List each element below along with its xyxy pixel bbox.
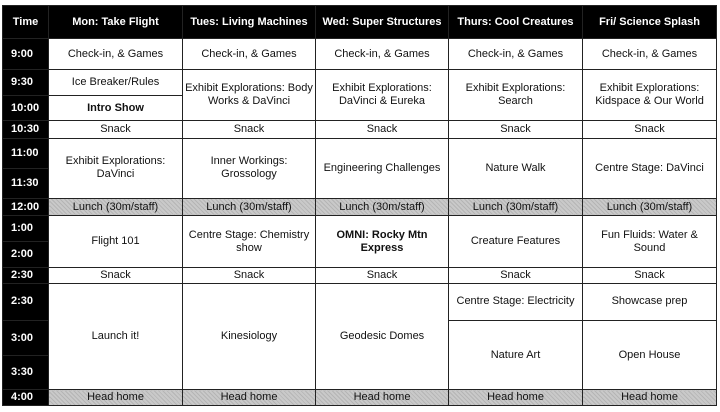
fri-exhibit-1: Exhibit Explorations: Kidspace & Our World	[583, 70, 717, 121]
thu-electricity: Centre Stage: Electricity	[449, 283, 583, 320]
tue-lunch: Lunch (30m/staff)	[183, 198, 316, 216]
header-thu: Thurs: Cool Creatures	[449, 6, 583, 39]
time-0930: 9:30	[3, 70, 49, 96]
wed-snack-pm: Snack	[316, 268, 449, 284]
time-1130: 11:30	[3, 168, 49, 198]
mon-snack-am: Snack	[49, 121, 183, 139]
header-wed: Wed: Super Structures	[316, 6, 449, 39]
thu-creature-features: Creature Features	[449, 216, 583, 268]
thu-nature-walk: Nature Walk	[449, 138, 583, 198]
header-tue: Tues: Living Machines	[183, 6, 316, 39]
tue-inner-workings: Inner Workings: Grossology	[183, 138, 316, 198]
mon-flight-101: Flight 101	[49, 216, 183, 268]
mon-snack-pm: Snack	[49, 268, 183, 284]
mon-intro-show: Intro Show	[49, 96, 183, 121]
time-1100: 11:00	[3, 138, 49, 168]
row-0100	[3, 216, 717, 242]
wed-exhibit-1: Exhibit Explorations: DaVinci & Eureka	[316, 70, 449, 121]
row-0400	[3, 390, 717, 406]
time-0900: 9:00	[3, 39, 49, 70]
header-fri: Fri/ Science Splash	[583, 6, 717, 39]
thu-head-home: Head home	[449, 390, 583, 406]
fri-showcase-prep: Showcase prep	[583, 283, 717, 320]
fri-head-home: Head home	[583, 390, 717, 406]
tue-chemistry: Centre Stage: Chemistry show	[183, 216, 316, 268]
header-row	[3, 6, 717, 39]
thu-nature-art: Nature Art	[449, 320, 583, 389]
header-mon: Mon: Take Flight	[49, 6, 183, 39]
thu-checkin: Check-in, & Games	[449, 39, 583, 70]
time-1200: 12:00	[3, 198, 49, 216]
time-0100: 1:00	[3, 216, 49, 242]
fri-snack-am: Snack	[583, 121, 717, 139]
mon-launch: Launch it!	[49, 283, 183, 390]
mon-lunch: Lunch (30m/staff)	[49, 198, 183, 216]
time-0330: 3:30	[3, 356, 49, 390]
wed-lunch: Lunch (30m/staff)	[316, 198, 449, 216]
fri-checkin: Check-in, & Games	[583, 39, 717, 70]
tue-kinesiology: Kinesiology	[183, 283, 316, 390]
mon-exhibit-2: Exhibit Explorations: DaVinci	[49, 138, 183, 198]
thu-snack-pm: Snack	[449, 268, 583, 284]
tue-exhibit-1: Exhibit Explorations: Body Works & DaVinci	[183, 70, 316, 121]
row-0930	[3, 70, 717, 96]
wed-engineering: Engineering Challenges	[316, 138, 449, 198]
thu-exhibit-1: Exhibit Explorations: Search	[449, 70, 583, 121]
row-0230-snack	[3, 268, 717, 284]
tue-checkin: Check-in, & Games	[183, 39, 316, 70]
header-time: Time	[3, 6, 49, 39]
fri-lunch: Lunch (30m/staff)	[583, 198, 717, 216]
thu-snack-am: Snack	[449, 121, 583, 139]
row-1030	[3, 121, 717, 139]
wed-snack-am: Snack	[316, 121, 449, 139]
fri-open-house: Open House	[583, 320, 717, 389]
tue-head-home: Head home	[183, 390, 316, 406]
schedule-table	[2, 5, 717, 406]
time-1000: 10:00	[3, 96, 49, 121]
thu-lunch: Lunch (30m/staff)	[449, 198, 583, 216]
mon-head-home: Head home	[49, 390, 183, 406]
fri-snack-pm: Snack	[583, 268, 717, 284]
row-1100	[3, 138, 717, 168]
fri-fun-fluids: Fun Fluids: Water & Sound	[583, 216, 717, 268]
time-0200: 2:00	[3, 242, 49, 268]
tue-snack-am: Snack	[183, 121, 316, 139]
time-0230: 2:30	[3, 283, 49, 320]
row-0230	[3, 283, 717, 320]
time-0400: 4:00	[3, 390, 49, 406]
time-0300: 3:00	[3, 320, 49, 355]
wed-omni: OMNI: Rocky Mtn Express	[316, 216, 449, 268]
wed-checkin: Check-in, & Games	[316, 39, 449, 70]
wed-geodesic-domes: Geodesic Domes	[316, 283, 449, 390]
mon-icebreaker: Ice Breaker/Rules	[49, 70, 183, 96]
fri-centre-stage: Centre Stage: DaVinci	[583, 138, 717, 198]
wed-head-home: Head home	[316, 390, 449, 406]
mon-checkin: Check-in, & Games	[49, 39, 183, 70]
time-0230-snack: 2:30	[3, 268, 49, 284]
time-1030: 10:30	[3, 121, 49, 139]
row-0900	[3, 39, 717, 70]
tue-snack-pm: Snack	[183, 268, 316, 284]
row-1200	[3, 198, 717, 216]
